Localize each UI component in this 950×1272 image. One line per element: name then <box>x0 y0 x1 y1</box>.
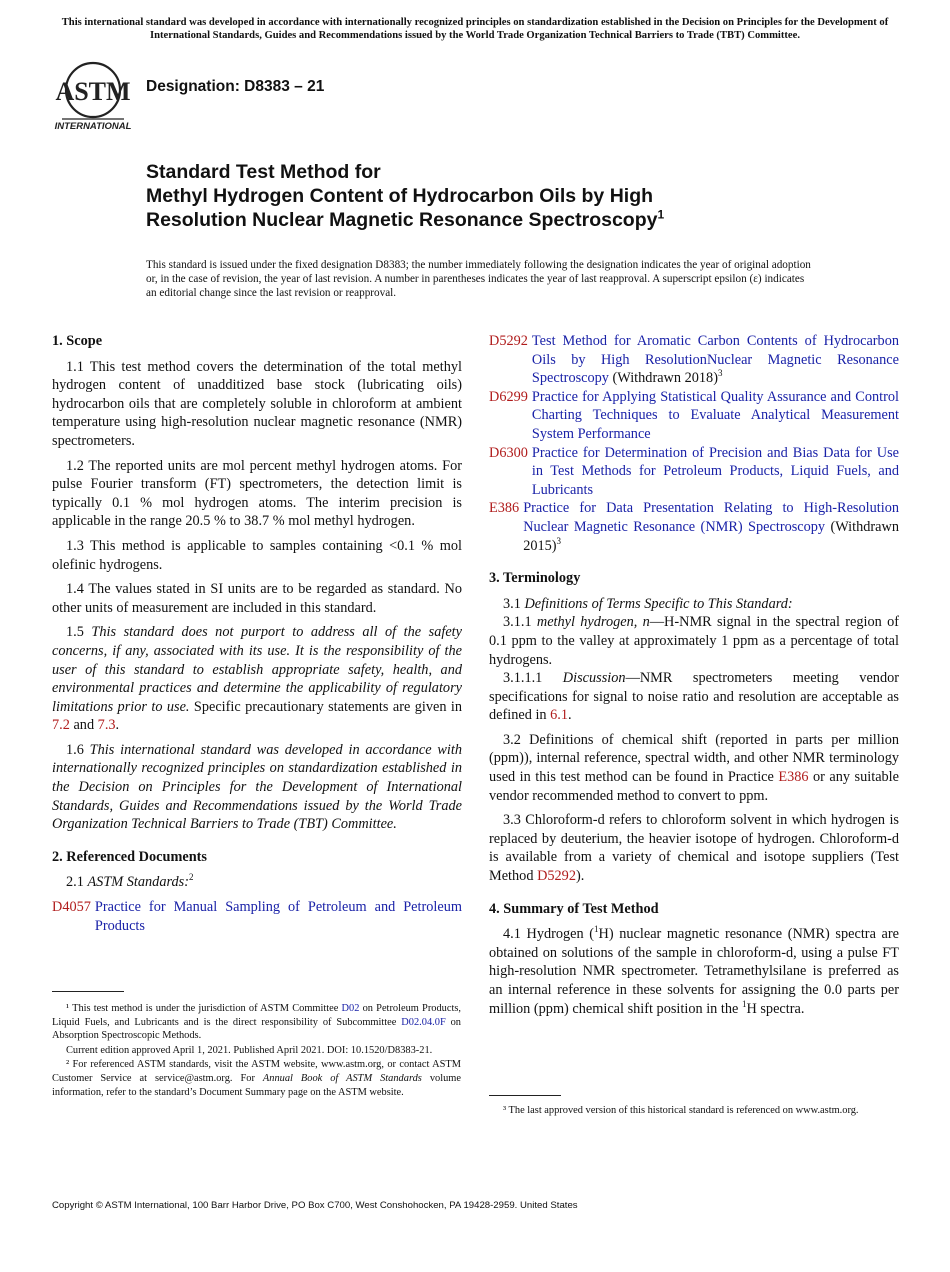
section-heading-terminology: 3. Terminology <box>489 570 581 587</box>
section-heading-referenced-documents: 2. Referenced Documents <box>52 848 207 865</box>
ref-d5292[interactable]: D5292 Test Method for Aromatic Carbon Contents of Hydrocarbon Oils by High ResolutionNuclear Magnetic Resonance Spectroscopy (Withdrawn 2018)$^3$ <box>489 333 899 387</box>
ref-d6299[interactable] <box>489 388 899 444</box>
footnotes-left <box>52 1002 461 1100</box>
ref-title[interactable]: Practice for Applying Statistical Quality Assurance and Control Charting Techniques to Evaluate Analytical Measurement System Performance <box>531 388 899 442</box>
footnotes-right <box>489 1104 899 1119</box>
para-3-2: 3.2 Definitions of chemical shift (reported in parts per million (ppm)), internal reference, spectral width, and other NMR terminology used in this test method can be found in Practice E386 or any suitable vendor recommended method to convert to ppm. <box>489 731 900 804</box>
para-1-5: 1.5 This standard does not purport to address all of the safety concerns, if any, associated with its use. It is the responsibility of the user of this standard to establish appropriate safety, health, and environmental practices and determine the applicability of regulatory limitations prior to use. Specific precautionary statements are given in 7.2 and 7.3. <box>52 624 462 734</box>
left-column <box>52 332 462 935</box>
link-7-3[interactable]: 7.3 <box>97 717 116 734</box>
ref-code[interactable]: D4057 <box>52 899 91 916</box>
ref-code[interactable]: E386 <box>489 500 520 517</box>
tbt-notice: This international standard was developed in accordance with internationally recognized principles on standardization established in the Decision on Principles for the Development of International Standards, Guides and Recommendations issued by the World Trade Organization Technical Barriers to Trade (TBT) Committee. <box>61 17 889 41</box>
link-d5292[interactable]: D5292 <box>537 868 576 885</box>
section-heading-scope: 1. Scope <box>52 333 103 349</box>
link-6-1[interactable]: 6.1 <box>550 707 569 724</box>
para-2-1: 2.1 ASTM Standards:$^2$ <box>66 872 194 891</box>
footnote-2: ² For referenced ASTM standards, visit the ASTM website, www.astm.org, or contact ASTM Customer Service at service@astm.org. For Annual Book of ASTM Standards volume information, refer to the standard’s Document Summary page on the ASTM website. <box>52 1059 461 1098</box>
para-4-1: 4.1 Hydrogen ($^1$H) nuclear magnetic resonance (NMR) spectra are obtained on solutions of the sample in chloroform-d, using a pulse FT high-resolution NMR spectrometer. Tetramethylsilane is preferred as an internal reference in these solvents for assigning the 0.0 parts per million (ppm) chemical shift position in the $^1$H spectra. <box>489 924 899 1017</box>
link-d02[interactable]: D02 <box>341 1003 360 1014</box>
footnote-rule-right <box>489 1095 561 1096</box>
issuance-note: This standard is issued under the fixed designation D8383; the number immediately following the designation indicates the year of original adoption or, in the case of revision, the year of last revision. A number in parentheses indicates the year of last reapproval. A superscript epsilon (ε) indicates an editorial change since the last revision or reapproval. <box>146 259 811 300</box>
link-d02-04-0f[interactable]: D02.04.0F <box>401 1016 446 1028</box>
ref-d6300[interactable] <box>489 444 899 500</box>
para-3-3: 3.3 Chloroform-d refers to chloroform solvent in which hydrogen is replaced by deuterium, the heavier isotope of hydrogen. Chloroform-d is available from a variety of chemical and isotope suppliers (Test Method D5292). <box>489 812 899 885</box>
logo-subtitle: INTERNATIONAL <box>54 121 132 132</box>
ref-e386[interactable]: E386 Practice for Data Presentation Relating to High-Resolution Nuclear Magnetic Resonance (NMR) Spectroscopy (Withdrawn 2015)$^3$ <box>489 500 899 554</box>
ref-code[interactable]: D6299 <box>489 388 528 405</box>
footnote-rule <box>52 991 124 992</box>
footnote-3: ³ The last approved version of this historical standard is referenced on www.astm.org. <box>503 1105 859 1116</box>
copyright-footer: Copyright © ASTM International, 100 Barr Harbor Drive, PO Box C700, West Conshohocken, PA 19428-2959. United States <box>52 1200 578 1211</box>
para-1-1: 1.1 This test method covers the determination of the total methyl hydrogen content of unadditized base stock (lubricating oils) hydrocarbon oils that are completely soluble in chloroform at ambient temperature using high-resolution nuclear magnetic resonance (NMR) spectrometers. <box>52 358 462 449</box>
para-1-2: 1.2 The reported units are mol percent methyl hydrogen atoms. For pulse Fourier transform (FT) spectrometers, the detection limit is typically 0.1 % mol hydrogen atoms. The interim precision is applicable in the range 20.5 % to 38.7 % mol methyl hydrogen. <box>52 457 462 530</box>
designation: Designation: D8383 – 21 <box>146 78 325 95</box>
astm-logo <box>52 56 134 132</box>
ref-code[interactable]: D6300 <box>489 444 528 461</box>
para-1-6: 1.6 This international standard was developed in accordance with internationally recognized principles on standardization established in the Decision on Principles for the Development of International Standards, Guides and Recommendations issued by the World Trade Organization Technical Barriers to Trade (TBT) Committee. <box>52 741 462 833</box>
para-3-1-1-1: 3.1.1.1 Discussion—NMR spectrometers meeting vendor specifications for signal to noise ratio and resolution are acceptable as defined in 6.1. <box>489 670 899 724</box>
para-1-3: 1.3 This method is applicable to samples containing <0.1 % mol olefinic hydrogens. <box>52 537 462 573</box>
page-title <box>146 160 906 232</box>
ref-title[interactable]: Practice for Determination of Precision and Bias Data for Use in Test Methods for Petroleum Products, Liquid Fuels, and Lubricants <box>531 444 899 498</box>
title-line-3: Resolution Nuclear Magnetic Resonance Spectroscopy$^1$ <box>146 207 665 231</box>
ref-title[interactable]: Test Method for Aromatic Carbon Contents of Hydrocarbon Oils by High ResolutionNuclear Magnetic Resonance Spectroscopy <box>531 333 899 387</box>
link-7-2[interactable]: 7.2 <box>52 717 70 734</box>
title-line-1: Standard Test Method for <box>146 161 381 183</box>
ref-title[interactable]: Practice for Manual Sampling of Petroleum and Petroleum Products <box>94 899 462 934</box>
ref-d4057[interactable] <box>52 898 462 935</box>
title-line-2: Methyl Hydrogen Content of Hydrocarbon Oils by High <box>146 185 654 207</box>
link-e386[interactable]: E386 <box>778 769 809 786</box>
ref-title[interactable]: Practice for Data Presentation Relating to High-Resolution Nuclear Magnetic Resonance (NMR) Spectroscopy <box>523 500 899 535</box>
para-1-4: 1.4 The values stated in SI units are to be regarded as standard. No other units of measurement are included in this standard. <box>52 581 462 616</box>
logo-wordmark: ASTM <box>55 77 131 106</box>
para-3-1: 3.1 Definitions of Terms Specific to This Standard: <box>503 595 793 612</box>
para-3-1-1: 3.1.1 methyl hydrogen, n—H-NMR signal in the spectral region of 0.1 ppm to the valley at approximately 1 ppm as a percentage of total hydrogens. <box>489 614 899 668</box>
ref-code[interactable]: D5292 <box>489 333 528 349</box>
section-heading-summary: 4. Summary of Test Method <box>489 900 659 917</box>
footnote-1: ¹ This test method is under the jurisdiction of ASTM Committee D02 on Petroleum Products, Liquid Fuels, and Lubricants and is the direct responsibility of Subcommittee D02.04.0F on Absorption Spectroscopic Methods. <box>52 1003 462 1042</box>
footnote-1-edition: Current edition approved April 1, 2021. Published April 2021. DOI: 10.1520/D8383-21. <box>66 1044 433 1056</box>
right-column <box>489 332 899 1024</box>
